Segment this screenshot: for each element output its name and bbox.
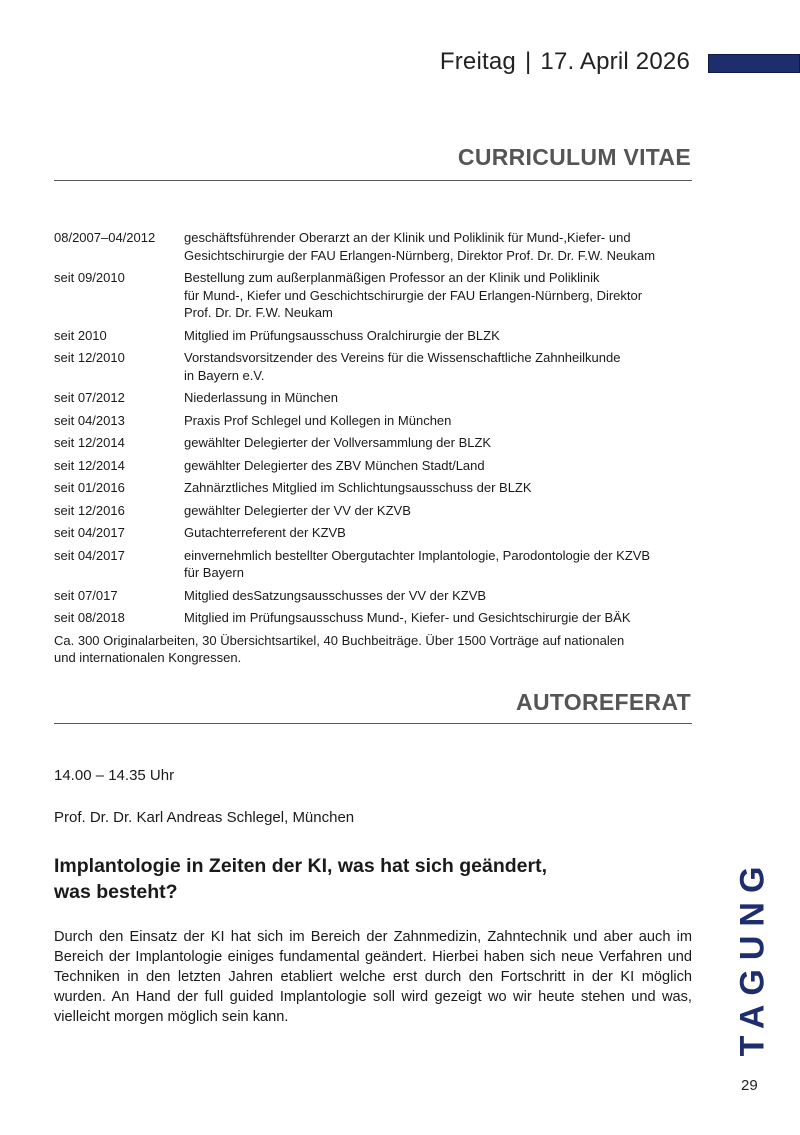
cv-entry [54, 229, 694, 264]
cv-entry-date: 08/2007–04/2012 [54, 230, 156, 245]
cv-entry-text: gewählter Delegierter des ZBV München Stadt/Land [184, 457, 485, 473]
autoreferat-section-title: AUTOREFERAT [516, 689, 691, 715]
cv-entry-date: seit 2010 [54, 327, 107, 343]
cv-entry-text: Bestellung zum außerplanmäßigen Professor an der Klinik und Poliklinik für Mund-, Kiefer und Geschichtschirurgie der FAU Erlangen-Nürnberg, Direktor Prof. Dr. Dr. F.W. Neukam [184, 270, 643, 320]
header-accent-bar [708, 54, 800, 73]
cv-entry [54, 457, 694, 475]
cv-entry-text: Praxis Prof Schlegel und Kollegen in München [184, 412, 452, 428]
cv-entry-date: seit 12/2016 [54, 502, 125, 518]
cv-entry-date: seit 04/2013 [54, 412, 125, 428]
cv-entry-date: seit 07/017 [54, 587, 118, 603]
cv-entry [54, 434, 694, 452]
cv-entry-date: seit 12/2014 [54, 457, 125, 473]
cv-entry [54, 587, 694, 605]
cv-entry-date: seit 04/2017 [54, 525, 125, 540]
header-separator: | [524, 48, 532, 75]
header-day: Freitag [439, 48, 516, 75]
talk-time: 14.00 – 14.35 Uhr [54, 767, 175, 784]
cv-divider [54, 180, 692, 181]
cv-entry-text: geschäftsführender Oberarzt an der Klinik und Poliklinik für Mund-,Kiefer- und Gesichtschirurgie der FAU Erlangen-Nürnberg, Direktor Prof. Dr. Dr. F.W. Neukam [184, 230, 656, 263]
cv-entry-date: seit 08/2018 [54, 610, 125, 625]
cv-entry [54, 349, 694, 384]
page-number: 29 [741, 1077, 758, 1094]
cv-entry-text: gewählter Delegierter der VV der KZVB [184, 502, 411, 518]
cv-entry [54, 502, 694, 520]
cv-entry [54, 269, 694, 322]
header-date [440, 48, 690, 76]
cv-entry [54, 609, 694, 627]
cv-list [54, 229, 694, 667]
cv-entry-text: Mitglied im Prüfungsausschuss Mund-, Kiefer- und Gesichtschirurgie der BÄK [184, 610, 631, 625]
cv-entry-text: Niederlassung in München [184, 390, 338, 405]
cv-entry [54, 547, 694, 582]
cv-entry [54, 412, 694, 430]
cv-entry-date: seit 09/2010 [54, 270, 125, 285]
cv-entry-text: Gutachterreferent der KZVB [184, 525, 346, 540]
cv-entry-date: seit 12/2014 [54, 435, 125, 450]
cv-entry [54, 327, 694, 345]
cv-entry-date: seit 01/2016 [54, 480, 125, 495]
cv-entry-date: seit 07/2012 [54, 390, 125, 405]
side-label-tagung: TAGUNG [733, 857, 772, 1057]
cv-entry [54, 479, 694, 497]
cv-entry-date: seit 12/2010 [54, 350, 125, 365]
cv-entry-date: seit 04/2017 [54, 547, 125, 563]
autoreferat-divider [54, 723, 692, 724]
cv-entry-text: Mitglied desSatzungsausschusses der VV der KZVB [184, 587, 487, 603]
cv-entry-text: gewählter Delegierter der Vollversammlung der BLZK [184, 435, 492, 450]
cv-entry [54, 389, 694, 407]
talk-title: Implantologie in Zeiten der KI, was hat sich geändert, was besteht? [54, 855, 548, 903]
cv-entry-text: Mitglied im Prüfungsausschuss Oralchirurgie der BLZK [184, 327, 500, 343]
speaker-name: Prof. Dr. Dr. Karl Andreas Schlegel, München [54, 809, 355, 826]
abstract-text: Durch den Einsatz der KI hat sich im Bereich der Zahnmedizin, Zahntechnik und aber auch im Bereich der Implantologie einiges fundamental geändert. Hierbei haben sich neue Verfahren und Techniken in den letzten Jahren etabliert welche erst durch den Fortschritt in der KI möglich wurden. An Hand der full guided Implantologie soll wird gezeigt wo wir heute stehen und was, vielleicht morgen möglich sein kann. [54, 929, 692, 1025]
cv-entry-text: Zahnärztliches Mitglied im Schlichtungsausschuss der BLZK [184, 480, 532, 495]
header-date-value: 17. April 2026 [540, 48, 690, 75]
cv-entry [54, 524, 694, 542]
cv-entry-text: einvernehmlich bestellter Obergutachter Implantologie, Parodontologie der KZVB für Bayern [184, 547, 651, 580]
cv-section-title: CURRICULUM VITAE [457, 144, 691, 170]
cv-entry-text: Vorstandsvorsitzender des Vereins für die Wissenschaftliche Zahnheilkunde in Bayern e.V. [184, 350, 621, 383]
cv-publications-note: Ca. 300 Originalarbeiten, 30 Übersichtsartikel, 40 Buchbeiträge. Über 1500 Vorträge auf nationalen und internationalen Kongressen. [54, 632, 625, 665]
